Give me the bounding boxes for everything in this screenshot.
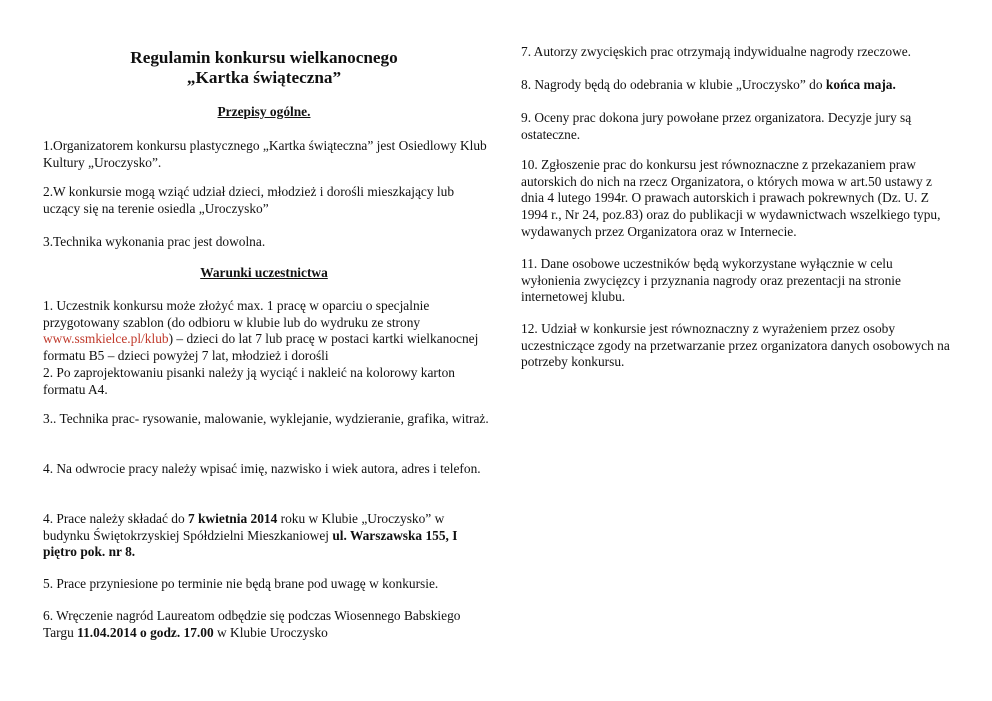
club-address: ul. Warszawska 155, I piętro pok. nr 8.: [43, 527, 458, 560]
award-ceremony-date: 11.04.2014 o godz. 17.00: [77, 624, 214, 640]
rule-condition-6-text-a: 6. Wręczenie nagród Laureatom odbędzie się podczas Wiosennego Babskiego Targu: [43, 608, 461, 640]
rule-10: 10. Zgłoszenie prac do konkursu jest równoznaczne z przekazaniem praw autorskich do nich na rzecz Organizatora, o których mowa w art.50 ustawy z dnia 4 lutego 1994r. O prawach autorskich i prawach pokrewnych (Dz. U. Z 1994 r., Nr 24, poz.83) oraz do publikacji w wydawnictwach wszelkiego typu, wydawanych przez Organizatora oraz w Internecie.: [521, 157, 941, 239]
rule-general-2: 2.W konkursie mogą wziąć udział dzieci, młodzież i dorośli mieszkający lub uczący się na terenie osiedla „Uroczysko”: [43, 184, 455, 216]
rule-8-text: 8. Nagrody będą do odebrania w klubie „Uroczysko” do: [521, 77, 826, 92]
rule-condition-4: 4. Na odwrocie pracy należy wpisać imię, nazwisko i wiek autora, adres i telefon.: [43, 461, 481, 476]
rule-condition-1-text-b: ) – dzieci do lat 7 lub pracę w postaci kartki wielkanocnej formatu B5 – dzieci powyżej 7 lat, młodzież i dorośli: [43, 331, 479, 364]
rule-12: 12. Udział w konkursie jest równoznaczny z wyrażeniem przez osoby uczestniczące zgody na przetwarzanie przez organizatora danych osobowych na potrzeby konkursu.: [521, 321, 950, 370]
rule-general-1: 1.Organizatorem konkursu plastycznego „Kartka świąteczna” jest Osiedlowy Klub Kultury „Uroczysko”.: [43, 138, 487, 170]
document-title: [43, 48, 485, 88]
title-line-2: „Kartka świąteczna”: [186, 68, 342, 87]
rule-condition-4b-text-a: 4. Prace należy składać do: [43, 511, 189, 526]
rule-condition-2: 2. Po zaprojektowaniu pisanki należy ją wyciąć i nakleić na kolorowy karton formatu A4.: [43, 365, 456, 397]
rule-8: [521, 77, 951, 94]
rule-9: 9. Oceny prac dokona jury powołane przez organizatora. Decyzje jury są ostateczne.: [521, 110, 912, 142]
prize-pickup-deadline: końca maja.: [825, 77, 896, 92]
rule-condition-6: [43, 608, 493, 641]
rule-condition-5: 5. Prace przyniesione po terminie nie będą brane pod uwagę w konkursie.: [43, 576, 439, 591]
submission-deadline: 7 kwietnia 2014: [188, 511, 278, 526]
rule-condition-6-text-b: w Klubie Uroczysko: [213, 624, 328, 640]
rule-condition-1-text-a: 1. Uczestnik konkursu może złożyć max. 1 pracę w oparciu o specjalnie przygotowany szablon (do odbioru w klubie lub do wydruku ze strony: [43, 298, 430, 330]
rule-condition-1: [43, 298, 493, 365]
club-website-link[interactable]: www.ssmkielce.pl/klub: [43, 331, 169, 347]
rule-condition-3: 3.. Technika prac- rysowanie, malowanie, wyklejanie, wydzieranie, grafika, witraż.: [43, 411, 489, 426]
rule-11: 11. Dane osobowe uczestników będą wykorzystane wyłącznie w celu wyłonienia zwycięzcy i przyznania nagrody oraz prezentacji na stronie internetowej klubu.: [521, 256, 901, 305]
rule-7: 7. Autorzy zwycięskich prac otrzymają indywidualne nagrody rzeczowe.: [521, 44, 912, 59]
section-heading-conditions: Warunki uczestnictwa: [200, 265, 328, 280]
title-line-1: Regulamin konkursu wielkanocnego: [130, 48, 398, 67]
rule-general-3: 3.Technika wykonania prac jest dowolna.: [43, 234, 266, 249]
rule-condition-4b-text-b: roku w Klubie „Uroczysko” w budynku Świętokrzyskiej Spółdzielni Mieszkaniowej: [43, 511, 445, 543]
rule-condition-4b: [43, 511, 493, 561]
section-heading-general: Przepisy ogólne.: [217, 104, 311, 119]
